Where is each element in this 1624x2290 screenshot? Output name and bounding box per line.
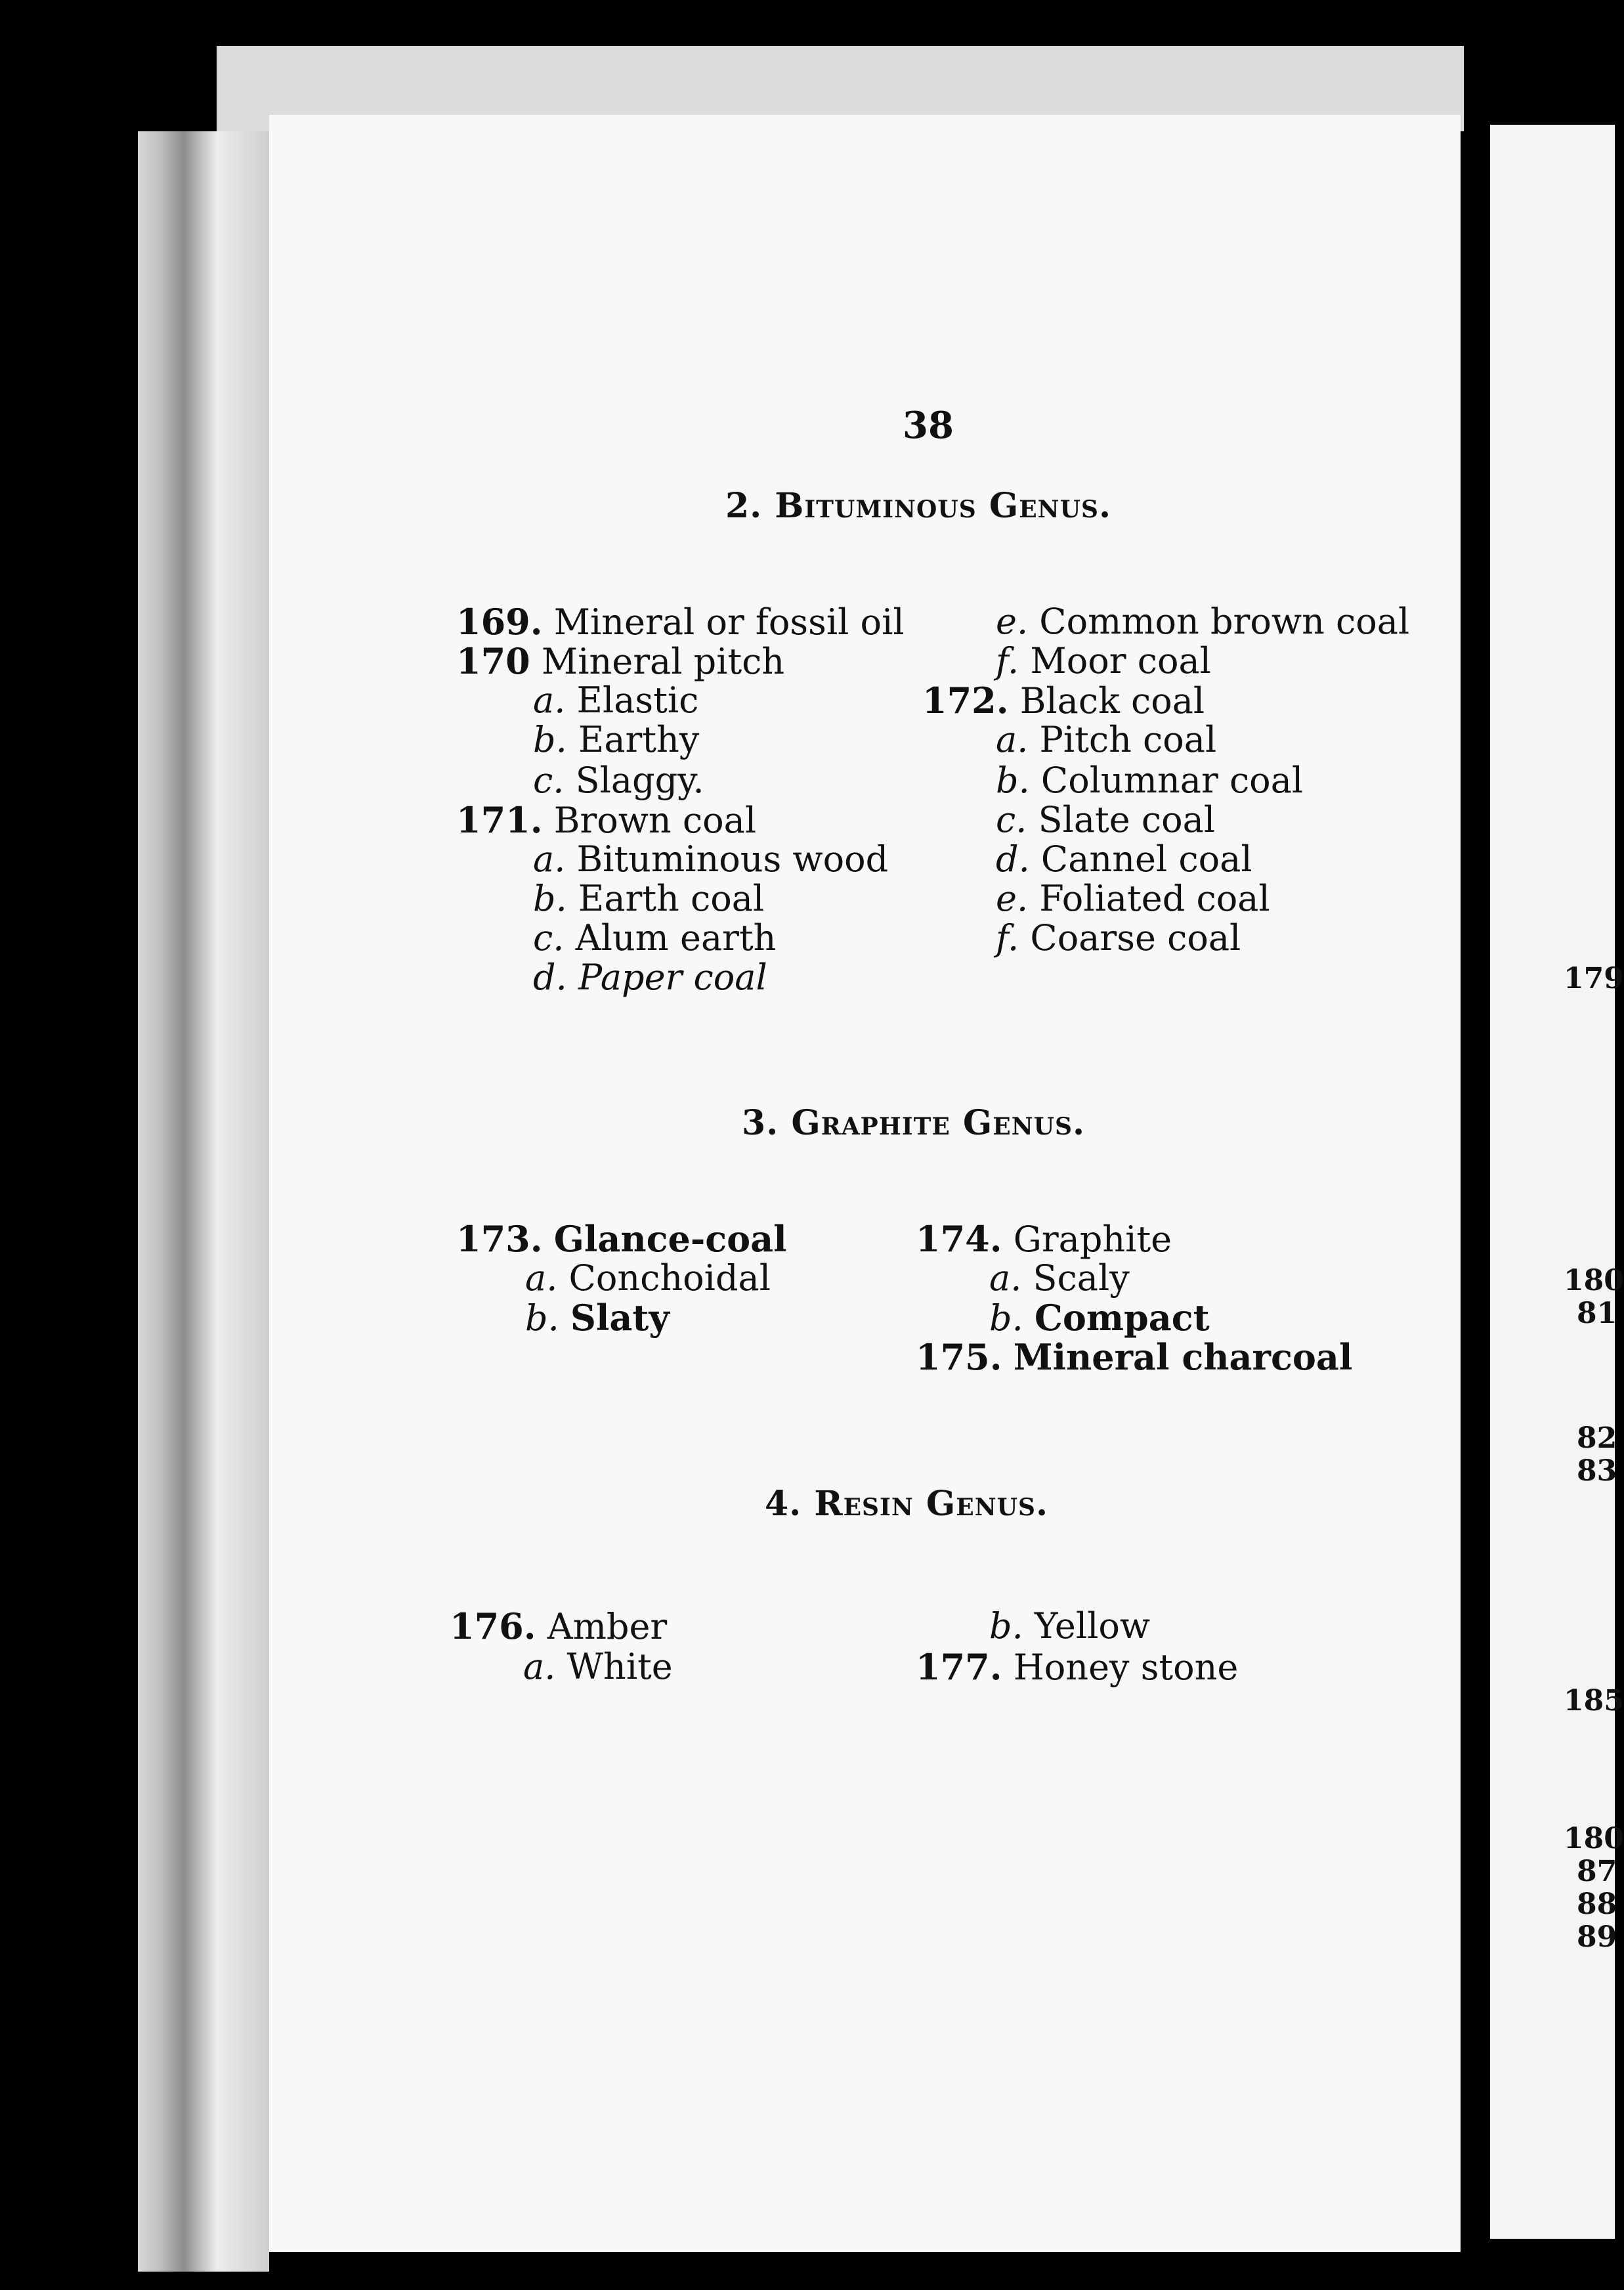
margin-number: 180: [1564, 1264, 1624, 1297]
list-item: a. White: [523, 1646, 673, 1687]
facing-page-edge: [1490, 125, 1624, 2239]
margin-number: 83: [1577, 1454, 1617, 1488]
list-item: b. Earth coal: [533, 878, 765, 919]
margin-number: 81: [1577, 1297, 1617, 1330]
margin-number: 185: [1564, 1684, 1624, 1718]
list-item: f. Moor coal: [996, 640, 1211, 681]
margin-number: 180: [1564, 1822, 1624, 1855]
margin-number: 88: [1577, 1888, 1617, 1921]
margin-number: 89: [1577, 1920, 1617, 1954]
list-item: 175. Mineral charcoal: [916, 1336, 1353, 1378]
scan-page-edge-left: [138, 131, 269, 2272]
list-item: 171. Brown coal: [456, 799, 757, 841]
list-item: 176. Amber: [450, 1605, 668, 1647]
list-item: c. Slate coal: [996, 799, 1216, 840]
list-item: 173. Glance-coal: [456, 1218, 787, 1260]
list-item: c. Alum earth: [533, 917, 777, 959]
list-item: f. Coarse coal: [996, 917, 1241, 959]
list-item: 177. Honey stone: [916, 1646, 1239, 1688]
list-item: b. Earthy: [533, 719, 700, 760]
list-item: b. Yellow: [989, 1605, 1151, 1647]
margin-number: 87: [1577, 1855, 1617, 1888]
list-item: 170 Mineral pitch: [456, 640, 785, 682]
page-number: 38: [903, 404, 954, 447]
list-item: d. Paper coal: [533, 957, 767, 998]
list-item: a. Elastic: [533, 680, 699, 721]
list-item: 174. Graphite: [916, 1218, 1172, 1260]
section-heading-resin: 4. Resin Genus.: [765, 1484, 1049, 1524]
list-item: b. Columnar coal: [996, 760, 1304, 801]
list-item: a. Conchoidal: [525, 1257, 771, 1299]
list-item: e. Common brown coal: [996, 601, 1410, 642]
margin-number: 82: [1577, 1421, 1617, 1455]
list-item: b. Slaty: [525, 1297, 670, 1339]
list-item: 172. Black coal: [922, 680, 1205, 722]
list-item: a. Bituminous wood: [533, 838, 889, 880]
margin-number: 179: [1564, 962, 1624, 995]
list-item: e. Foliated coal: [996, 878, 1270, 919]
list-item: c. Slaggy.: [533, 760, 704, 801]
list-item: a. Scaly: [989, 1257, 1130, 1299]
list-item: 169. Mineral or fossil oil: [456, 601, 905, 643]
list-item: d. Cannel coal: [996, 838, 1252, 880]
section-heading-graphite: 3. Graphite Genus.: [742, 1103, 1086, 1143]
book-page: [269, 115, 1461, 2252]
list-item: b. Compact: [989, 1297, 1210, 1339]
list-item: a. Pitch coal: [996, 719, 1217, 760]
section-heading-bituminous: 2. Bituminous Genus.: [725, 486, 1112, 526]
